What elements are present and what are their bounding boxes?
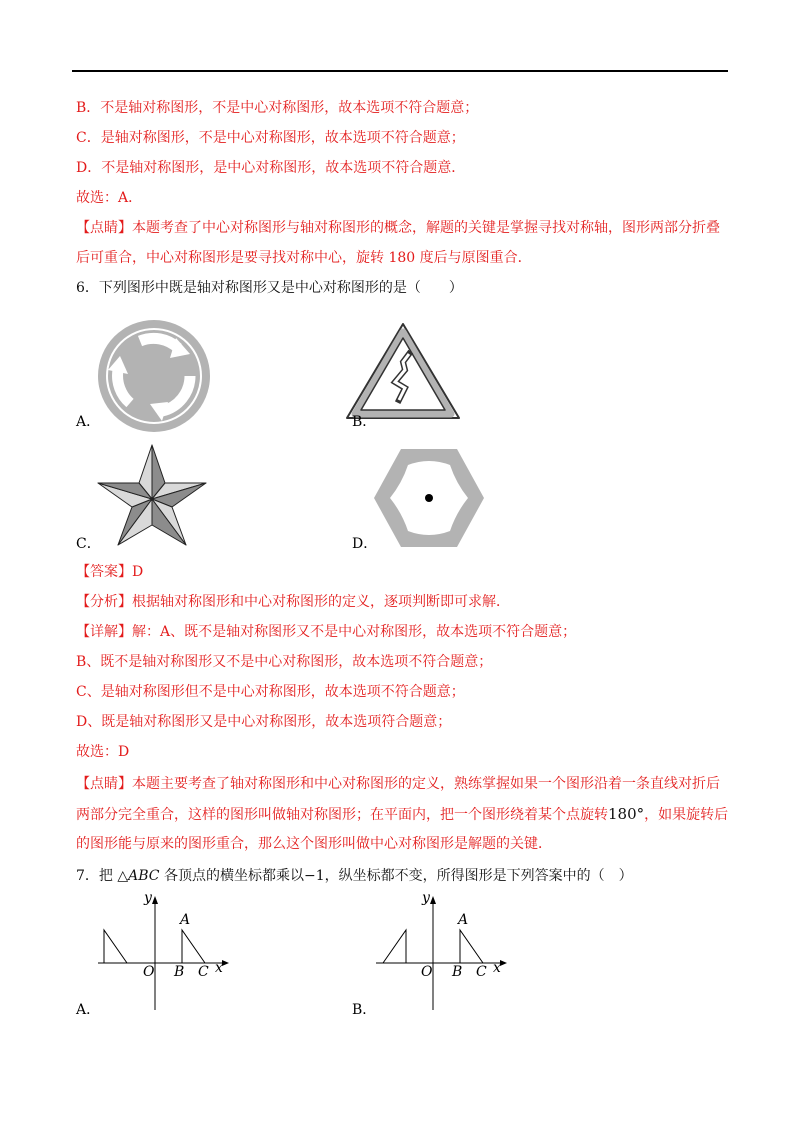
q5-line-d: D．不是轴对称图形，是中心对称图形，故本选项不符合题意． [76,160,466,176]
q5-choice: 故选：A． [76,190,143,206]
q6-analysis: 【分析】根据轴对称图形和中心对称图形的定义，逐项判断即可求解． [76,594,510,610]
q7-question-prefix: 7．把 [76,868,113,884]
q7-question [76,866,633,886]
q6-figure-b-winding-road-sign [343,318,463,426]
q7-b-y-label: y [422,890,430,906]
q6-choice: 故选：D [76,744,130,760]
q6-detail-d: D、既是轴对称图形又是中心对称图形，故本选项符合题意； [76,714,452,730]
q6-option-b: B． [352,414,377,430]
q6-question: 6．下列图形中既是轴对称图形又是中心对称图形的是（ ） [76,280,463,296]
q6-comment-2-degree: 180° [608,805,645,823]
q7-b-x-label: x [493,960,501,976]
q6-comment-3: 的图形能与原来的图形重合，那么这个图形叫做中心对称图形是解题的关键． [76,836,552,852]
q6-detail-a: 【详解】解：A、既不是轴对称图形又不是中心对称图形，故本选项不符合题意； [76,624,577,640]
q6-figure-a-roundabout [96,318,212,434]
q7-b-point-a: A [458,912,469,928]
q7-figure-b-graph [374,892,514,1012]
q6-comment-2 [76,804,728,825]
q6-option-d: D． [352,536,378,552]
q7-a-origin: O [143,964,155,980]
q7-option-a: A． [76,1002,101,1018]
q6-answer: 【答案】D [76,564,144,580]
q6-detail-b: B、既不是轴对称图形又不是中心对称图形，故本选项不符合题意； [76,654,493,670]
q6-figure-d-umbrella [372,443,486,553]
q6-comment-2-a: 两部分完全重合，这样的图形叫做轴对称图形；在平面内，把一个图形绕着某个点旋转 [76,807,608,823]
q7-a-point-c: C [198,964,209,980]
q7-option-b: B． [352,1002,377,1018]
q5-comment-1: 【点睛】本题考查了中心对称图形与轴对称图形的概念，解题的关键是掌握寻找对称轴，图形两部分折叠 [76,220,720,236]
q6-comment-1: 【点睛】本题主要考查了轴对称图形和中心对称图形的定义，熟练掌握如果一个图形沿着一条直线对折后 [76,776,720,792]
q7-b-point-c: C [476,964,487,980]
q6-comment-2-b: ，如果旋转后 [644,807,729,823]
header-rule [72,70,728,72]
q5-line-c: C．是轴对称图形，不是中心对称图形，故本选项不符合题意； [76,130,465,146]
q6-option-c: C． [76,536,101,552]
q7-a-x-label: x [215,960,223,976]
q5-line-b: B．不是轴对称图形，不是中心对称图形，故本选项不符合题意； [76,100,479,116]
q6-figure-c-star [94,443,210,549]
q7-b-origin: O [421,964,433,980]
q6-option-a: A． [76,414,101,430]
q7-a-point-a: A [180,912,191,928]
q7-triangle-symbol: △ABC [117,868,160,884]
q5-comment-2: 后可重合，中心对称图形是要寻找对称中心，旋转 180 度后与原图重合． [76,250,532,266]
q7-question-suffix: 各顶点的横坐标都乘以−1，纵坐标都不变，所得图形是下列答案中的（ ） [163,868,633,884]
q7-figure-a-graph [96,892,236,1012]
q7-a-y-label: y [144,890,152,906]
q7-a-point-b: B [174,964,185,980]
q6-detail-c: C、是轴对称图形但不是中心对称图形，故本选项不符合题意； [76,684,465,700]
q7-b-point-b: B [452,964,463,980]
